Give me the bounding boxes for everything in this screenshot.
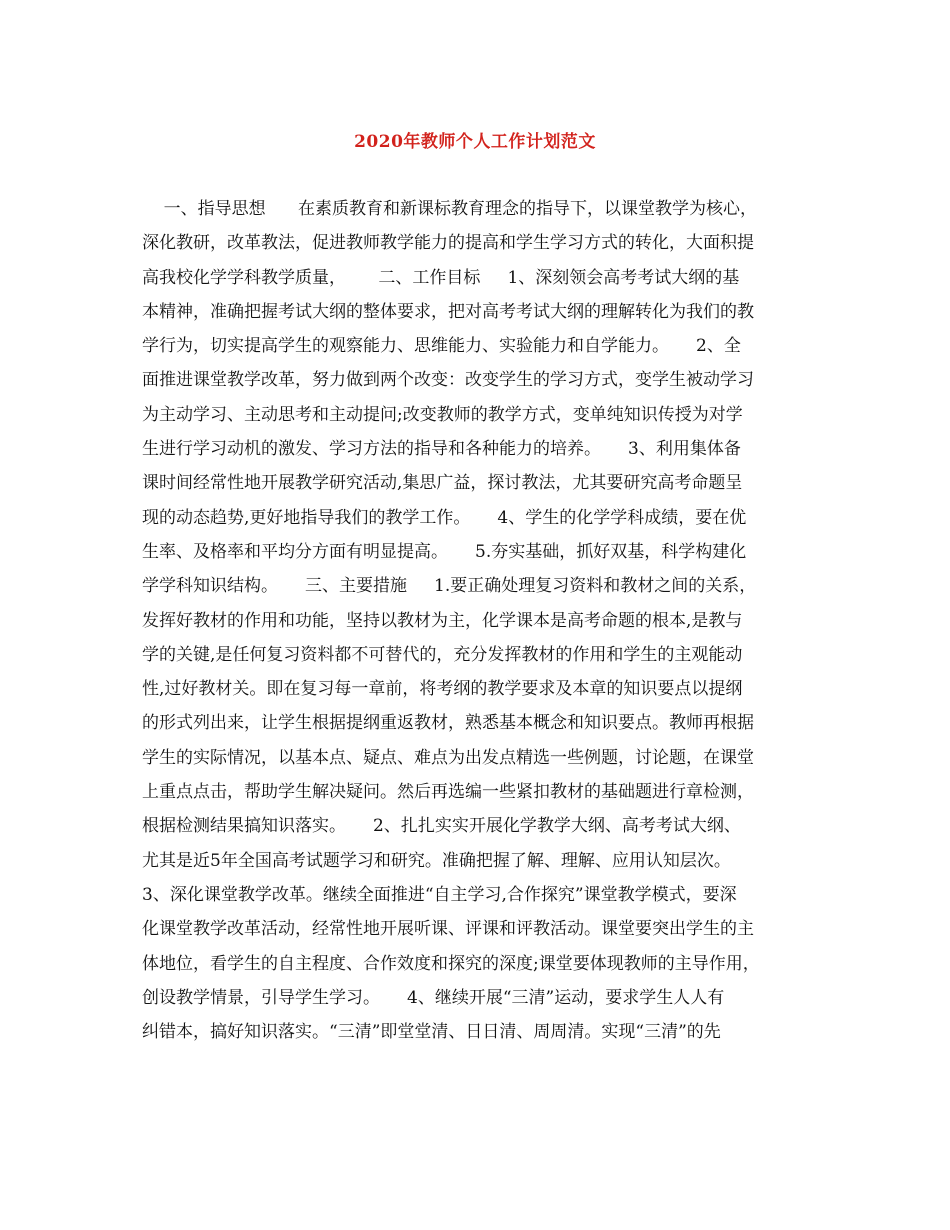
document-body: [142, 192, 808, 1049]
body-line: 根据检测结果搞知识落实。 2、扎扎实实开展化学教学大纲、高考考试大纲、: [142, 816, 741, 837]
body-line: 学的关键,是任何复习资料都不可替代的，充分发挥教材的作用和学生的主观能动: [142, 644, 743, 665]
body-line: 学学科知识结构。 三、主要措施 1.要正确处理复习资料和教材之间的关系，: [142, 576, 757, 597]
body-line: 深化教研，改革教法，促进教师教学能力的提高和学生学习方式的转化，大面积提: [142, 233, 754, 254]
body-line: 生率、及格率和平均分方面有明显提高。 5.夯实基础，抓好双基，科学构建化: [142, 541, 747, 562]
body-line: 课时间经常性地开展教学研究活动,集思广益，探讨教法，尤其要研究高考命题呈: [142, 473, 743, 494]
document-title: 2020年教师个人工作计划范文: [354, 132, 596, 152]
body-line: 上重点点击，帮助学生解决疑问。然后再选编一些紧扣教材的基础题进行章检测，: [142, 782, 754, 803]
body-line: 本精神，准确把握考试大纲的整体要求，把对高考考试大纲的理解转化为我们的教: [142, 301, 754, 322]
body-line: 的形式列出来，让学生根据提纲重返教材，熟悉基本概念和知识要点。教师再根据: [142, 713, 754, 734]
body-line: 为主动学习、主动思考和主动提问;改变教师的教学方式，变单纯知识传授为对学: [142, 404, 743, 425]
body-line: 3、深化课堂教学改革。继续全面推进“自主学习,合作探究”课堂教学模式，要深: [142, 884, 737, 905]
body-line: 学行为，切实提高学生的观察能力、思维能力、实验能力和自学能力。 2、全: [142, 336, 741, 357]
body-line: 现的动态趋势,更好地指导我们的教学工作。 4、学生的化学学科成绩，要在优: [142, 507, 747, 528]
body-line: 面推进课堂教学改革，努力做到两个改变：改变学生的学习方式，变学生被动学习: [142, 370, 754, 391]
body-line: 体地位，看学生的自主程度、合作效度和探究的深度;课堂要体现教师的主导作用，: [142, 953, 760, 974]
body-line: 化课堂教学改革活动，经常性地开展听课、评课和评教活动。课堂要突出学生的主: [142, 919, 754, 940]
body-line: 生进行学习动机的激发、学习方法的指导和各种能力的培养。 3、利用集体备: [142, 439, 741, 460]
body-line: 性,过好教材关。即在复习每一章前，将考纲的教学要求及本章的知识要点以提纲: [142, 679, 743, 700]
body-line: 一、指导思想 在素质教育和新课标教育理念的指导下，以课堂教学为核心，: [142, 199, 758, 219]
body-line: 尤其是近5年全国高考试题学习和研究。准确把握了解、理解、应用认知层次。: [142, 850, 731, 871]
body-line: 学生的实际情况，以基本点、疑点、难点为出发点精选一些例题，讨论题，在课堂: [142, 747, 754, 768]
body-line: 创设教学情景，引导学生学习。 4、继续开展“三清”运动，要求学生人人有: [142, 987, 725, 1008]
body-line: 高我校化学学科教学质量， 二、工作目标 1、深刻领会高考考试大纲的基: [142, 267, 740, 288]
body-line: 纠错本，搞好知识落实。“三清”即堂堂清、日日清、周周清。实现“三清”的先: [142, 1022, 721, 1043]
body-line: 发挥好教材的作用和功能，坚持以教材为主，化学课本是高考命题的根本,是教与: [142, 610, 743, 631]
